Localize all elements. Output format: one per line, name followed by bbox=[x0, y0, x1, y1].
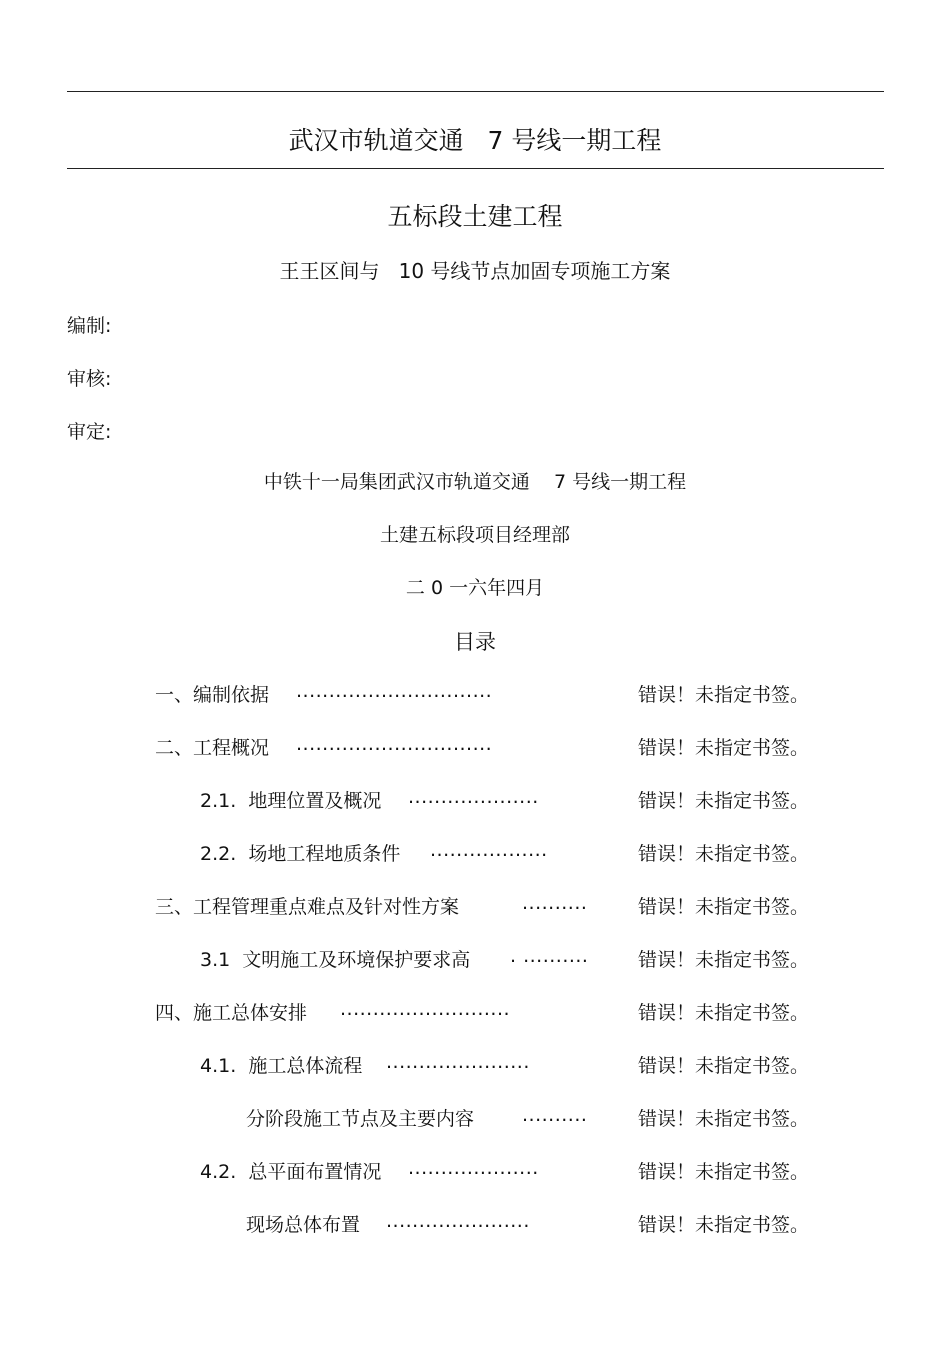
toc-leader-dots: .......................... bbox=[340, 998, 511, 1020]
toc-item-label: 2.2. 场地工程地质条件 bbox=[200, 843, 401, 865]
toc-leader-dots: .............................. bbox=[296, 680, 493, 702]
toc-item[interactable] bbox=[0, 998, 950, 1028]
toc-leader-dots: .......... bbox=[522, 892, 588, 914]
toc-item-label: 4.1. 施工总体流程 bbox=[200, 1055, 363, 1077]
toc-item[interactable] bbox=[0, 892, 950, 922]
toc-item[interactable] bbox=[0, 839, 950, 869]
toc-item-label: 4.2. 总平面布置情况 bbox=[200, 1161, 382, 1183]
toc-item-label: 三、工程管理重点难点及针对性方案 bbox=[155, 896, 460, 918]
plan-title: 王王区间与 10 号线节点加固专项施工方案 bbox=[279, 259, 671, 283]
toc-item-label: 2.1. 地理位置及概况 bbox=[200, 790, 382, 812]
title-underline bbox=[67, 168, 884, 169]
toc-item-page: 错误！未指定书签。 bbox=[638, 737, 810, 759]
toc-item-page: 错误！未指定书签。 bbox=[638, 843, 810, 865]
toc-item-page: 错误！未指定书签。 bbox=[638, 949, 810, 971]
toc-item-label: 3.1 文明施工及环境保护要求高 bbox=[200, 949, 471, 971]
toc-item[interactable] bbox=[0, 786, 950, 816]
toc-item-page: 错误！未指定书签。 bbox=[638, 896, 810, 918]
toc-item-label: 现场总体布置 bbox=[246, 1214, 361, 1236]
toc-leader-dots: .............................. bbox=[296, 733, 493, 755]
toc-item-label: 二、工程概况 bbox=[155, 737, 270, 759]
review-label: 审核: bbox=[67, 368, 112, 390]
toc-item-label: 四、施工总体安排 bbox=[155, 1002, 308, 1024]
toc-leader-dots: ...................... bbox=[386, 1210, 530, 1232]
document-date: 二 0 一六年四月 bbox=[405, 577, 545, 599]
toc-item[interactable] bbox=[0, 1157, 950, 1187]
toc-item[interactable] bbox=[0, 945, 950, 975]
toc-leader-dots: . .......... bbox=[510, 945, 589, 967]
section-title: 五标段土建工程 bbox=[387, 202, 563, 231]
toc-leader-dots: ...................... bbox=[386, 1051, 530, 1073]
toc-item-page: 错误！未指定书签。 bbox=[638, 1108, 810, 1130]
approve-label: 审定: bbox=[67, 421, 112, 443]
toc-item-page: 错误！未指定书签。 bbox=[638, 1055, 810, 1077]
compile-label: 编制: bbox=[67, 315, 112, 337]
toc-item-page: 错误！未指定书签。 bbox=[638, 1002, 810, 1024]
organization-line-1: 中铁十一局集团武汉市轨道交通 7 号线一期工程 bbox=[263, 471, 687, 493]
toc-item-page: 错误！未指定书签。 bbox=[638, 1161, 810, 1183]
toc-item-page: 错误！未指定书签。 bbox=[638, 1214, 810, 1236]
toc-leader-dots: .................. bbox=[430, 839, 548, 861]
toc-item[interactable] bbox=[0, 680, 950, 710]
toc-title: 目录 bbox=[454, 630, 496, 654]
top-rule bbox=[67, 91, 884, 92]
toc-item[interactable] bbox=[0, 1104, 950, 1134]
toc-item-label: 分阶段施工节点及主要内容 bbox=[246, 1108, 475, 1130]
toc-item-label: 一、编制依据 bbox=[155, 684, 270, 706]
toc-item[interactable] bbox=[0, 1210, 950, 1240]
toc-leader-dots: .......... bbox=[522, 1104, 588, 1126]
toc-leader-dots: .................... bbox=[408, 786, 539, 808]
organization-line-2: 土建五标段项目经理部 bbox=[379, 524, 570, 546]
toc-item-page: 错误！未指定书签。 bbox=[638, 684, 810, 706]
project-title: 武汉市轨道交通 7 号线一期工程 bbox=[288, 126, 662, 155]
toc-item[interactable] bbox=[0, 1051, 950, 1081]
toc-item[interactable] bbox=[0, 733, 950, 763]
toc-item-page: 错误！未指定书签。 bbox=[638, 790, 810, 812]
toc-leader-dots: .................... bbox=[408, 1157, 539, 1179]
